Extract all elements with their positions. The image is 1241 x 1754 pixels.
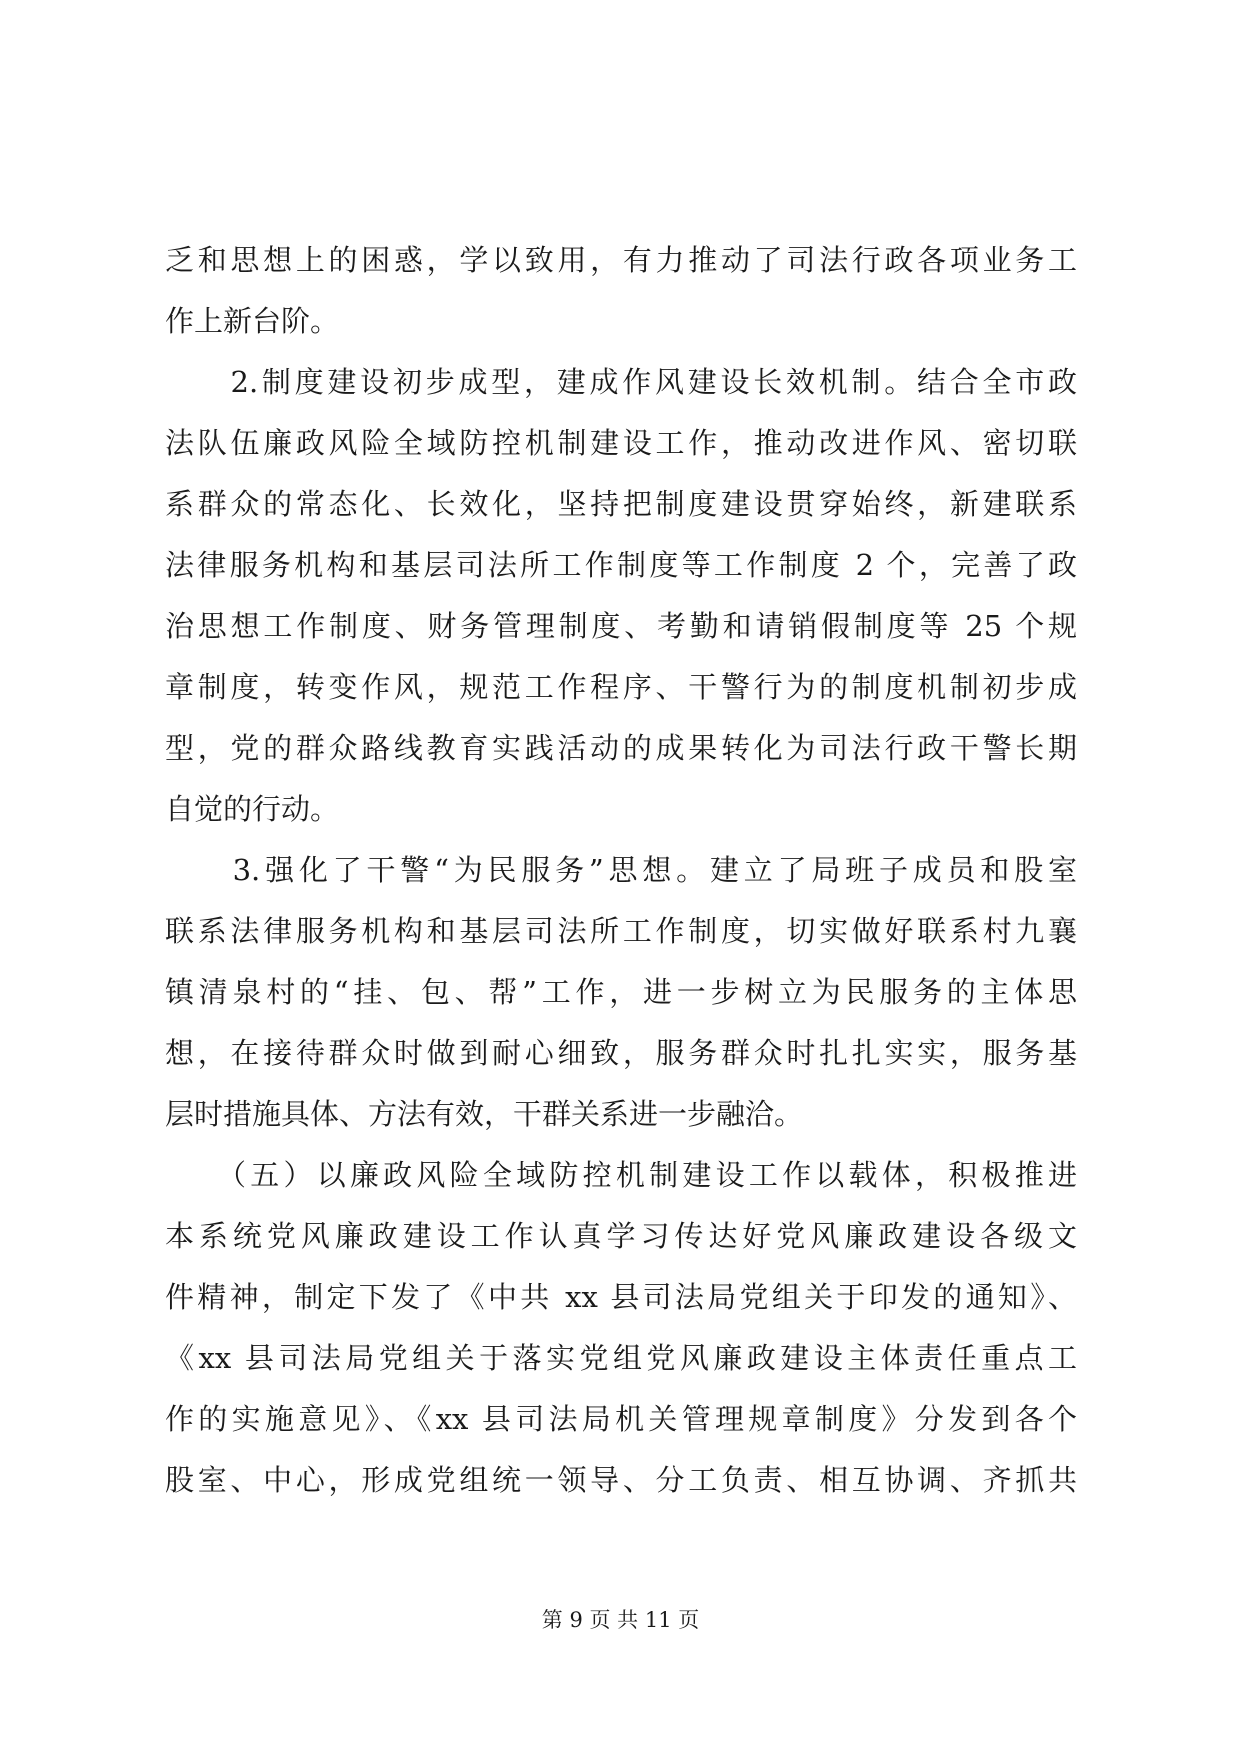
text-line: 治思想工作制度、财务管理制度、考勤和请销假制度等 25 个规	[165, 609, 1077, 643]
text-line: 《xx 县司法局党组关于落实党组党风廉政建设主体责任重点工	[165, 1341, 1077, 1375]
text-line: 层时措施具体、方法有效，干群关系进一步融洽。	[165, 1097, 804, 1131]
text-line: 法队伍廉政风险全域防控机制建设工作，推动改进作风、密切联	[165, 426, 1077, 460]
text-line: 股室、中心，形成党组统一领导、分工负责、相互协调、齐抓共	[165, 1463, 1077, 1497]
text-line: 自觉的行动。	[165, 792, 340, 826]
page-footer: 第 9 页 共 11 页	[541, 1608, 700, 1632]
text-line: 3.强化了干警“为民服务”思想。建立了局班子成员和股室	[165, 853, 1077, 887]
text-line: 想，在接待群众时做到耐心细致，服务群众时扎扎实实，服务基	[165, 1036, 1077, 1070]
text-line: 法律服务机构和基层司法所工作制度等工作制度 2 个，完善了政	[165, 548, 1077, 582]
text-line: 联系法律服务机构和基层司法所工作制度，切实做好联系村九襄	[165, 914, 1077, 948]
text-line: 作的实施意见》、《xx 县司法局机关管理规章制度》分发到各个	[165, 1402, 1077, 1436]
text-line: 2.制度建设初步成型，建成作风建设长效机制。结合全市政	[165, 365, 1077, 399]
text-line: 镇清泉村的“挂、包、帮”工作，进一步树立为民服务的主体思	[165, 975, 1077, 1009]
document-body	[165, 230, 1077, 1511]
text-line: 章制度，转变作风，规范工作程序、干警行为的制度机制初步成	[165, 670, 1077, 704]
text-line: 系群众的常态化、长效化，坚持把制度建设贯穿始终，新建联系	[165, 487, 1077, 521]
text-line: 乏和思想上的困惑，学以致用，有力推动了司法行政各项业务工	[165, 243, 1077, 277]
text-line: （五）以廉政风险全域防控机制建设工作以载体，积极推进	[165, 1158, 1077, 1192]
text-line: 本系统党风廉政建设工作认真学习传达好党风廉政建设各级文	[165, 1219, 1077, 1253]
text-line: 作上新台阶。	[165, 304, 340, 338]
text-line: 件精神，制定下发了《中共 xx 县司法局党组关于印发的通知》、	[165, 1280, 1077, 1314]
text-line: 型，党的群众路线教育实践活动的成果转化为司法行政干警长期	[165, 731, 1077, 765]
